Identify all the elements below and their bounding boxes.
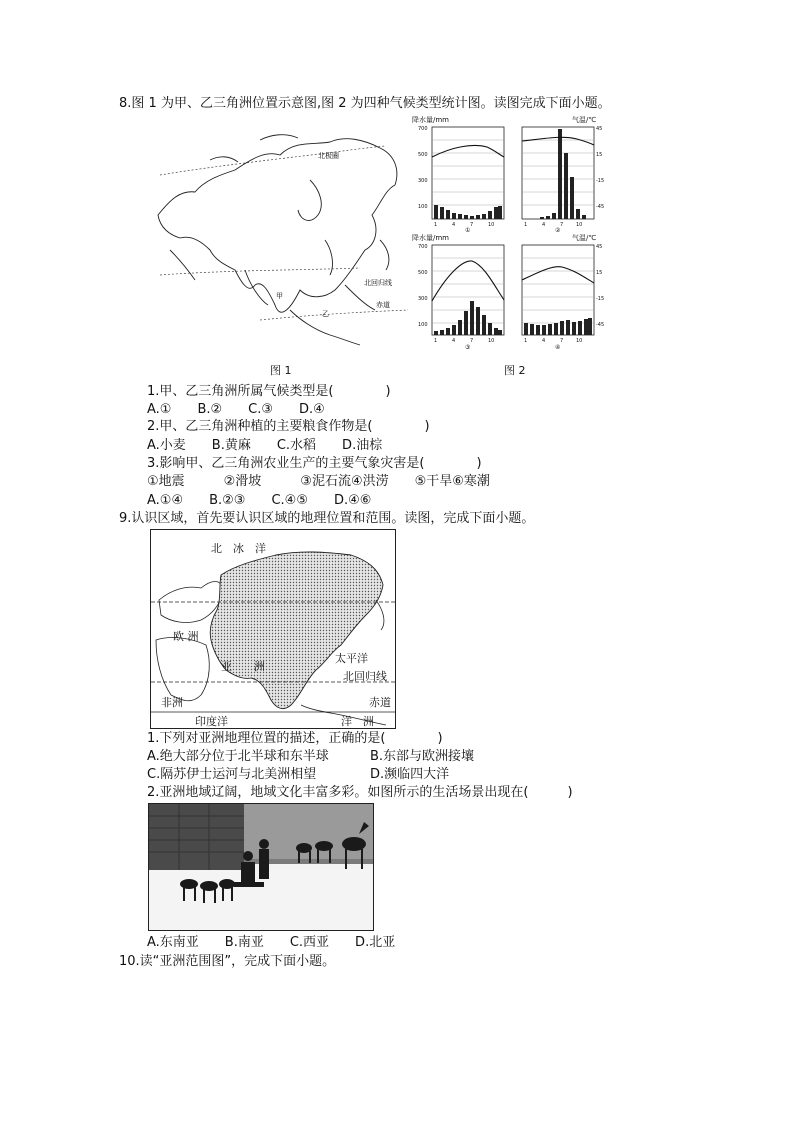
q9-sub1-option-c: C.隔苏伊士运河与北美洲相望 xyxy=(147,767,317,782)
q8-sub2-options: A.小麦 B.黄麻 C.水稻 D.油棕 xyxy=(147,438,383,453)
chart4-temp-label: 气温/℃ xyxy=(572,234,597,242)
svg-text:45: 45 xyxy=(596,244,603,250)
delta-location-map xyxy=(150,120,410,355)
svg-text:-15: -15 xyxy=(596,296,605,302)
map2-tropic-label: 北回归线 xyxy=(343,670,387,683)
map2-pacific-label: 太平洋 xyxy=(335,652,368,665)
map2-asia-label: 亚 洲 xyxy=(221,660,265,673)
q10-stem: 10.读“亚洲范围图”，完成下面小题。 xyxy=(119,954,336,969)
svg-text:700: 700 xyxy=(418,244,428,250)
q8-sub3-choices: ①地震 ②滑坡 ③泥石流④洪涝 ⑤干旱⑥寒潮 xyxy=(147,474,490,489)
asia-position-map-svg xyxy=(151,530,395,728)
map2-africa-label: 非洲 xyxy=(161,696,183,709)
svg-text:1: 1 xyxy=(434,338,438,344)
svg-text:500: 500 xyxy=(418,152,428,158)
svg-text:15: 15 xyxy=(596,152,603,158)
q8-sub1-question: 1.甲、乙三角洲所属气候类型是( ) xyxy=(147,384,391,399)
q8-sub1-options: A.① B.② C.③ D.④ xyxy=(147,402,325,417)
svg-text:4: 4 xyxy=(542,222,546,228)
q9-stem: 9.认识区域，首先要认识区域的地理位置和范围。读图，完成下面小题。 xyxy=(119,511,535,526)
chart4-id: ④ xyxy=(555,344,561,351)
map2-equator-label: 赤道 xyxy=(369,696,391,709)
map1-arctic-label: 北极圈 xyxy=(318,152,339,160)
q9-sub2-options: A.东南亚 B.南亚 C.西亚 D.北亚 xyxy=(147,935,396,950)
asia-position-map xyxy=(150,529,396,729)
svg-text:4: 4 xyxy=(542,338,546,344)
svg-text:7: 7 xyxy=(470,222,474,228)
climate-charts-svg xyxy=(412,115,607,355)
svg-text:10: 10 xyxy=(576,222,583,228)
chart3-precip-label: 降水量/mm xyxy=(412,234,449,242)
svg-text:1: 1 xyxy=(434,222,438,228)
q9-sub1-option-d: D.濒临四大洋 xyxy=(370,767,450,782)
q9-sub1-option-a: A.绝大部分位于北半球和东半球 xyxy=(147,749,329,764)
arctic-life-photo xyxy=(148,803,374,931)
svg-text:1: 1 xyxy=(524,222,528,228)
map2-europe-label: 欧 洲 xyxy=(173,630,199,643)
q9-sub1-option-b: B.东部与欧洲接壤 xyxy=(370,749,475,764)
map1-yi-label: 乙 xyxy=(322,310,329,318)
sled-scene-svg xyxy=(149,804,373,930)
chart3-id: ③ xyxy=(465,344,471,351)
svg-text:300: 300 xyxy=(418,178,428,184)
map2-oceania-label: 洋 洲 xyxy=(341,715,374,728)
svg-text:100: 100 xyxy=(418,322,428,328)
svg-text:300: 300 xyxy=(418,296,428,302)
chart2-id: ② xyxy=(555,227,561,234)
svg-text:10: 10 xyxy=(488,338,495,344)
chart1-precip-label: 降水量/mm xyxy=(412,116,449,124)
chart1-id: ① xyxy=(465,227,471,234)
map1-equator-label: 赤道 xyxy=(376,301,390,309)
map1-jia-label: 甲 xyxy=(276,292,283,300)
svg-text:7: 7 xyxy=(560,222,564,228)
q8-sub3-question: 3.影响甲、乙三角洲农业生产的主要气象灾害是( ) xyxy=(147,456,482,471)
svg-text:7: 7 xyxy=(470,338,474,344)
map2-indian-ocean-label: 印度洋 xyxy=(195,715,228,728)
q8-stem: 8.图 1 为甲、乙三角洲位置示意图,图 2 为四种气候类型统计图。读图完成下面小题。 xyxy=(119,96,611,111)
svg-text:-45: -45 xyxy=(596,322,605,328)
chart2-temp-label: 气温/℃ xyxy=(572,116,597,124)
figure-1-caption: 图 1 xyxy=(270,364,292,377)
q9-sub2-question: 2.亚洲地域辽阔，地域文化丰富多彩。如图所示的生活场景出现在( ) xyxy=(147,785,573,800)
map1-tropic-label: 北回归线 xyxy=(364,279,392,287)
svg-text:100: 100 xyxy=(418,204,428,210)
q8-sub3-options: A.①④ B.②③ C.④⑤ D.④⑥ xyxy=(147,493,372,508)
svg-text:45: 45 xyxy=(596,126,603,132)
svg-text:7: 7 xyxy=(560,338,564,344)
svg-text:700: 700 xyxy=(418,126,428,132)
svg-text:1: 1 xyxy=(524,338,528,344)
svg-text:500: 500 xyxy=(418,270,428,276)
svg-text:4: 4 xyxy=(452,222,456,228)
map2-arctic-ocean-label: 北 冰 洋 xyxy=(211,542,266,555)
q9-sub1-question: 1.下列对亚洲地理位置的描述，正确的是( ) xyxy=(147,731,443,746)
figure-2-climate-charts xyxy=(412,115,607,355)
q8-sub2-question: 2.甲、乙三角洲种植的主要粮食作物是( ) xyxy=(147,419,430,434)
svg-text:-45: -45 xyxy=(596,204,605,210)
svg-text:15: 15 xyxy=(596,270,603,276)
svg-text:10: 10 xyxy=(576,338,583,344)
figure-2-caption: 图 2 xyxy=(504,364,526,377)
svg-text:4: 4 xyxy=(452,338,456,344)
svg-text:10: 10 xyxy=(488,222,495,228)
figure-1-map xyxy=(150,120,410,355)
svg-text:-15: -15 xyxy=(596,178,605,184)
